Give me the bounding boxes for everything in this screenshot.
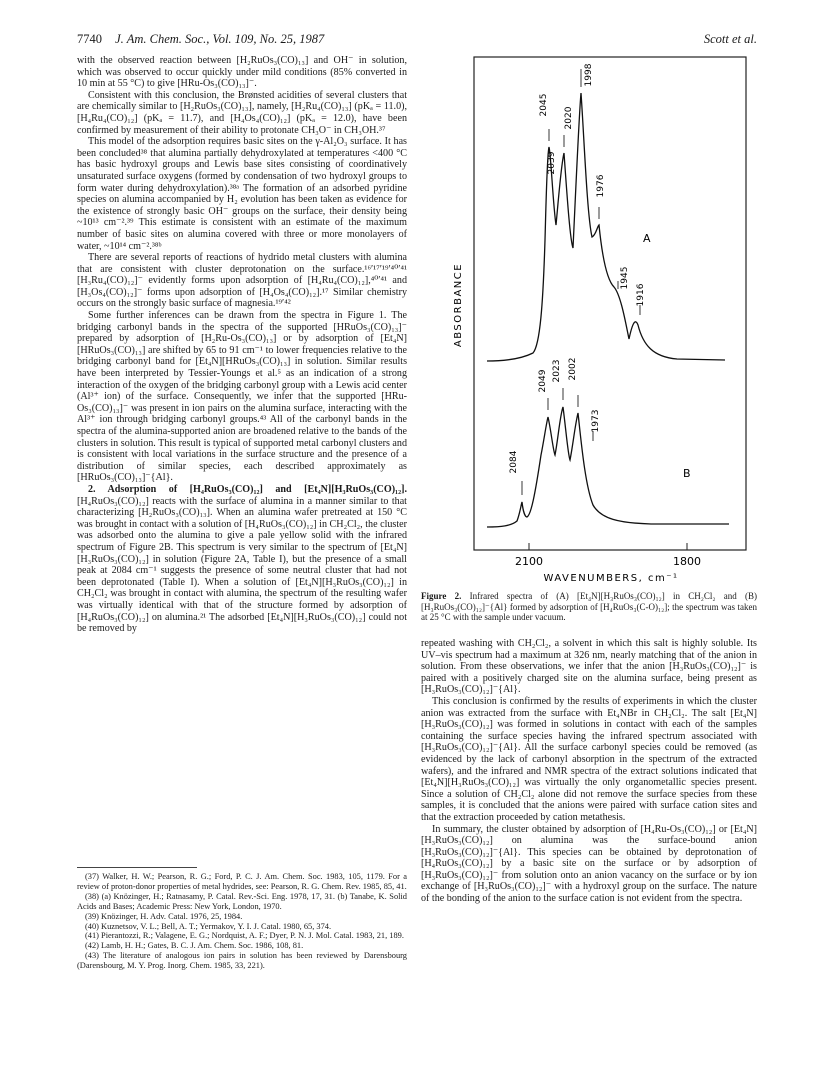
left-column [77, 55, 407, 635]
footnote: (41) Pierantozzi, R.; Valagene, E. G.; Nordquist, A. F.; Dyer, P. N. J. Mol. Catal. 1983, 21, 189. [85, 931, 404, 941]
spectrum-a-trace [487, 93, 725, 361]
footnote: (39) Knözinger, H. Adv. Catal. 1976, 25, 1984. [85, 911, 243, 921]
footnote: (38) (a) Knözinger, H.; Ratnasamy, P. Catal. Rev.-Sci. Eng. 1978, 17, 31. (b) Tanabe, K. Solid Acids and Bases; Academic Press: New York, London, 1970. [77, 891, 407, 911]
footnote: (37) Walker, H. W.; Pearson, R. G.; Ford, P. C. J. Am. Chem. Soc. 1983, 105, 1179. For a review of proton-donor properties of metal hydrides, see: Pearson, R. G. Chem. Rev. 1985, 85, 41. [77, 872, 407, 891]
paragraph: Consistent with this conclusion, the Brønsted acidities of several clusters that are chemically similar to [H₂RuOs₃(CO)₁₃], namely, [H₂Ru₄(CO)₁₃] (pKₐ = 11.0), [H₄Ru₄(CO)₁₂] (pKₐ = 11.7), and [H₄Os₄(CO)₁₂] (pKₐ = 12.0), have been confirmed by measurement of their ability to protonate CH₃O⁻ in CH₃OH.³⁷ [77, 89, 407, 136]
spectrum-b-trace [487, 407, 729, 527]
caption-text: Infrared spectra of (A) [Et₄N][H₃RuOs₃(CO)₁₂] in CH₂Cl₂ and (B) [H₃RuOs₃(CO)₁₂]⁻{Al} formed by adsorption of [H₄RuOs₃(C-O)₁₂]; the spectrum was taken at 25 °C with the sample under vacuum. [421, 591, 757, 623]
x-tick-label: 2100 [515, 555, 543, 568]
caption-label: Figure 2. [421, 591, 462, 601]
paragraph: There are several reports of reactions of hydrido metal clusters with alumina that are consistent with cluster deprotonation on the surface.¹⁶ʹ¹⁷ʹ¹⁹ʹ⁴⁰ʹ⁴¹ [H₃Ru₄(CO)₁₂]⁻ evidently forms upon adsorption of [H₄Ru₄(CO)₁₂],⁴⁰ʹ⁴¹ and [H₃Os₄(CO)₁₂]⁻ forms upon adsorption of [H₄Os₄(CO)₁₂].¹⁷ Similar chemistry occurs on the strongly basic surface of magnesia.¹⁹ʹ⁴² [77, 252, 407, 310]
peak-label: 1976 [596, 174, 606, 198]
figure-2 [421, 55, 757, 595]
peak-label: 2084 [509, 450, 519, 474]
peak-label: 2023 [552, 359, 562, 383]
x-tick-label: 1800 [673, 555, 701, 568]
paragraph: Some further inferences can be drawn from the spectra in Figure 1. The bridging carbonyl bands in the spectra of the supported [HRuOs₃(CO)₁₃]⁻ prepared by adsorption of [H₂Ru-Os₃(CO)₁₃] or by adsorption of [Et₄N][HRuOs₃(CO)₁₃] are shifted by 65 to 91 cm⁻¹ to lower frequencies relative to the bridging carbonyl band for [Et₄N][HRuOs₃(CO)₁₃] in solution. Similar results have been interpreted by Tessier-Youngs et al.⁵ as an indication of a strong interaction of the oxygen of the bridging carbonyl group with a Lewis acid center (Al³⁺ ion) of the surface. Consequently, we infer that the supported [HRu-Os₃(CO)₁₃]⁻ was present in ion pairs on the alumina surface, interacting with the Al³⁺ ion through bridging carbonyl groups.⁴³ All of the carbonyl bands in the spectra of the alumina-supported anion are broadened relative to the bands of the clusters in solution. This result is typical of supported metal carbonyl clusters and is consistent with local variations in the surface structure and the presence of a distribution of similar species, each described approximately as [HRuOs₃(CO)₁₃]⁻{Al}. [77, 310, 407, 484]
peak-label: 1945 [620, 266, 630, 290]
peak-label: 2002 [568, 357, 578, 381]
footnotes [77, 867, 407, 971]
peak-label: 2049 [538, 369, 548, 393]
trace-label-b: B [683, 467, 691, 480]
page-header [77, 32, 757, 48]
footnote: (43) The literature of analogous ion pairs in solution has been reviewed by Darensbourg (Darensbourg, M. Y. Prog. Inorg. Chem. 1985, 33, 221). [77, 951, 407, 971]
figure-caption [421, 591, 757, 623]
peak-label: 1973 [591, 409, 601, 433]
footnote: (42) Lamb, H. H.; Gates, B. C. J. Am. Chem. Soc. 1986, 108, 81. [85, 941, 304, 951]
ir-spectrum-plot [421, 55, 757, 595]
footnote: (40) Kuznetsov, V. L.; Bell, A. T.; Yermakov, Y. I. J. Catal. 1980, 65, 374. [85, 921, 332, 931]
peak-label: 1916 [636, 283, 646, 307]
peak-label: 1998 [584, 63, 594, 87]
x-axis-label: WAVENUMBERS, cm⁻¹ [543, 573, 679, 584]
journal-citation: J. Am. Chem. Soc., Vol. 109, No. 25, 1987 [115, 32, 325, 46]
paragraph: This model of the adsorption requires basic sites on the γ-Al₂O₃ surface. It has been concluded³⁸ that alumina partially dehydroxylated at temperatures <400 °C has basic hydroxyl groups and Lewis base sites consisting of coordinatively unsaturated surface oxygens (formed by condensation of two hydroxyl groups to form water during dehydroxylation).³⁸ᵃ The formation of an adsorbed pyridine species on alumina accompanied by H₂ evolution has been taken as evidence for the existence of strongly basic OH⁻ groups on the surface, their density being ~10¹³ cm⁻².³⁹ This estimate is consistent with an estimate of the maximum number of basic sites on alumina covered with three or more monolayers of water, ~10¹⁴ cm⁻².³⁸ᵇ [77, 136, 407, 252]
section-text: [H₄RuOs₃(CO)₁₂] reacts with the surface of alumina in a manner similar to that characterizing [H₂RuOs₃(CO)₁₃]. When an alumina wafer pretreated at 150 °C was brought in contact with a solution of [H₄RuOs₃(CO)₁₂] in CH₂Cl₂, the cluster was adsorbed onto the alumina to give a pale yellow solid with the infrared spectrum of Figure 2B. This spectrum is very similar to the spectrum of [Et₄N][H₃RuOs₃(CO)₁₂] in solution (Figure 2A, Table I), but the presence of a small peak at 2084 cm⁻¹ suggests the presence of some neutral cluster that had not been deprotonated (Table I). When a solution of [Et₄N][H₃RuOs₃(CO)₁₂] in CH₂Cl₂ was brought in contact with alumina, the spectrum of the resulting wafer was virtually identical with that of the structure formed by adsorption of [H₄RuOs₃(CO)₁₂] on alumina.²¹ The adsorbed [Et₄N][H₃RuOs₃(CO)₁₂] could not be removed by [77, 495, 407, 635]
right-column [421, 638, 757, 905]
peak-label: 2045 [539, 93, 549, 117]
page-number: 7740 [77, 32, 102, 46]
peak-label: 2039 [547, 151, 557, 175]
paragraph: In summary, the cluster obtained by adsorption of [H₄Ru-Os₃(CO)₁₂] or [Et₄N][H₃RuOs₃(CO)₁₂] on alumina was the surface-bound anion [H₃RuOs₃(CO)₁₂]⁻{Al}. This species can be obtained by deprotonation of [H₄RuOs₃(CO)₁₂] by a basic site on the surface or by adsorption of [H₃RuOs₃(CO)₁₂]⁻ from solution onto an anion vacancy on the surface or by ion exchange of [H₃RuOs₃(CO)₁₂]⁻ with a hydroxyl group on the surface. The nature of the bonding of the anion to the surface cation is not evident from the spectra. [421, 823, 757, 905]
section-paragraph [77, 484, 407, 635]
paragraph: repeated washing with CH₂Cl₂, a solvent in which this salt is highly soluble. Its UV–vis spectrum had a maximum at 326 nm, nearly matching that of the anion in solution. From these observations, we infer that the anion [H₃RuOs₃(CO)₁₂]⁻ is paired with a positively charged site on the alumina surface, being present as [H₃RuOs₃(CO)₁₂]⁻{Al}. [421, 638, 757, 696]
plot-frame [474, 57, 746, 550]
peak-label: 2020 [564, 106, 574, 130]
header-left [77, 32, 324, 47]
running-authors: Scott et al. [703, 32, 757, 46]
y-axis-label: ABSORBANCE [453, 262, 464, 348]
paragraph: This conclusion is confirmed by the results of experiments in which the cluster anion was extracted from the surface with Et₄NBr in CH₂Cl₂. The salt [Et₄N][H₃RuOs₃(CO)₁₂] was formed in solutions in contact with each of the samples containing the surface species having the infrared spectrum associated with [H₃RuOs₃(CO)₁₂]⁻{Al}. All the surface carbonyl species could be removed (as evidenced by the lack of carbonyl absorption in the spectrum of the extracted wafers), and the infrared and NMR spectra of the extract solutions indicated that [Et₄N][H₃RuOs₃(CO)₁₂] was virtually the only organometallic species present. Since a solution of CH₂Cl₂ alone did not remove the surface species from these samples, it is concluded that the anions were paired with surface cation sites and that the extraction proceeded by cation metathesis. [421, 695, 757, 823]
section-heading: 2. Adsorption of [H₄RuOs₃(CO)₁₂] and [Et₄N][H₃RuOs₃(CO)₁₂]. [88, 483, 407, 495]
trace-label-a: A [643, 232, 651, 245]
paragraph: with the observed reaction between [H₂RuOs₃(CO)₁₃] and OH⁻ in solution, which was observed to occur quickly under mild conditions (85% converted in 10 min at 55 °C) to give [HRu-Os₃(CO)₁₃]⁻. [77, 55, 407, 90]
footnote-rule [77, 867, 197, 868]
